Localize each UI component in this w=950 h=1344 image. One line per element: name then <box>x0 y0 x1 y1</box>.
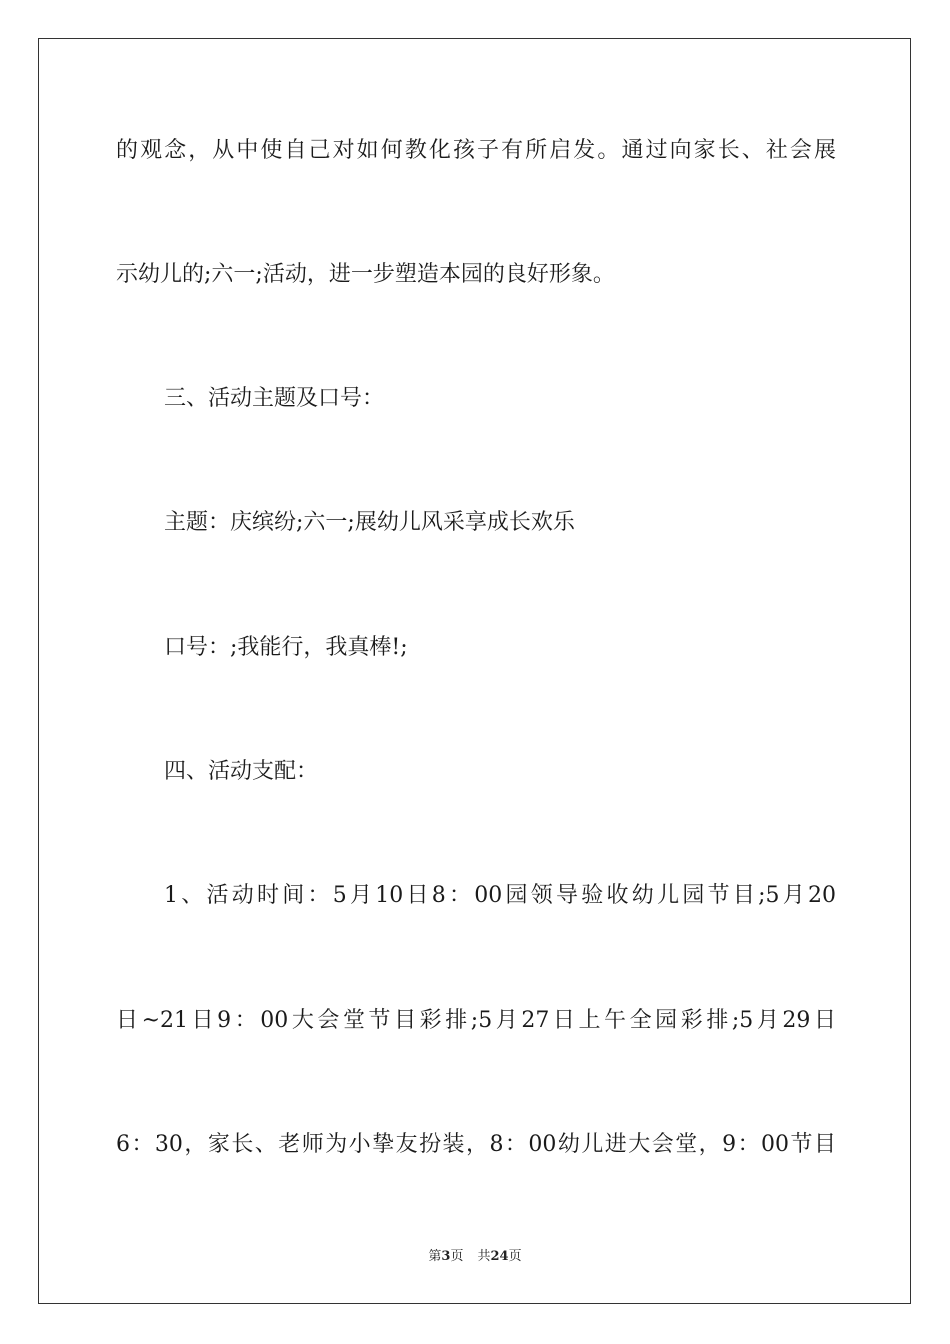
footer-total-suffix: 页 <box>508 1249 522 1264</box>
paragraph-line-1: 的观念，从中使自己对如何教化孩子有所启发。通过向家长、社会展 <box>116 138 836 163</box>
paragraph-line-2: 示幼儿的;六一;活动，进一步塑造本园的良好形象。 <box>116 262 615 287</box>
schedule-line-3: 6：30，家长、老师为小挚友扮装，8：00幼儿进大会堂，9：00节目 <box>116 1132 836 1157</box>
footer-total-pages: 24 <box>490 1249 509 1264</box>
schedule-line-1: 1、活动时间：5月10日8：00园领导验收幼儿园节目;5月20 <box>164 883 836 908</box>
slogan-line: 口号：;我能行，我真棒!; <box>164 635 408 660</box>
section-heading-3: 三、活动主题及口号： <box>164 386 385 411</box>
theme-line: 主题：庆缤纷;六一;展幼儿风采享成长欢乐 <box>164 510 575 535</box>
page-border <box>38 38 911 1304</box>
schedule-line-2: 日~21日9：00大会堂节目彩排;5月27日上午全园彩排;5月29日 <box>116 1008 836 1033</box>
page-footer <box>0 1248 950 1266</box>
section-heading-4: 四、活动支配： <box>164 759 319 784</box>
footer-total-prefix: 共 <box>477 1249 491 1264</box>
footer-page-number: 3 <box>441 1249 451 1264</box>
footer-page-suffix: 页 <box>450 1249 464 1264</box>
footer-page-prefix: 第 <box>428 1249 442 1264</box>
